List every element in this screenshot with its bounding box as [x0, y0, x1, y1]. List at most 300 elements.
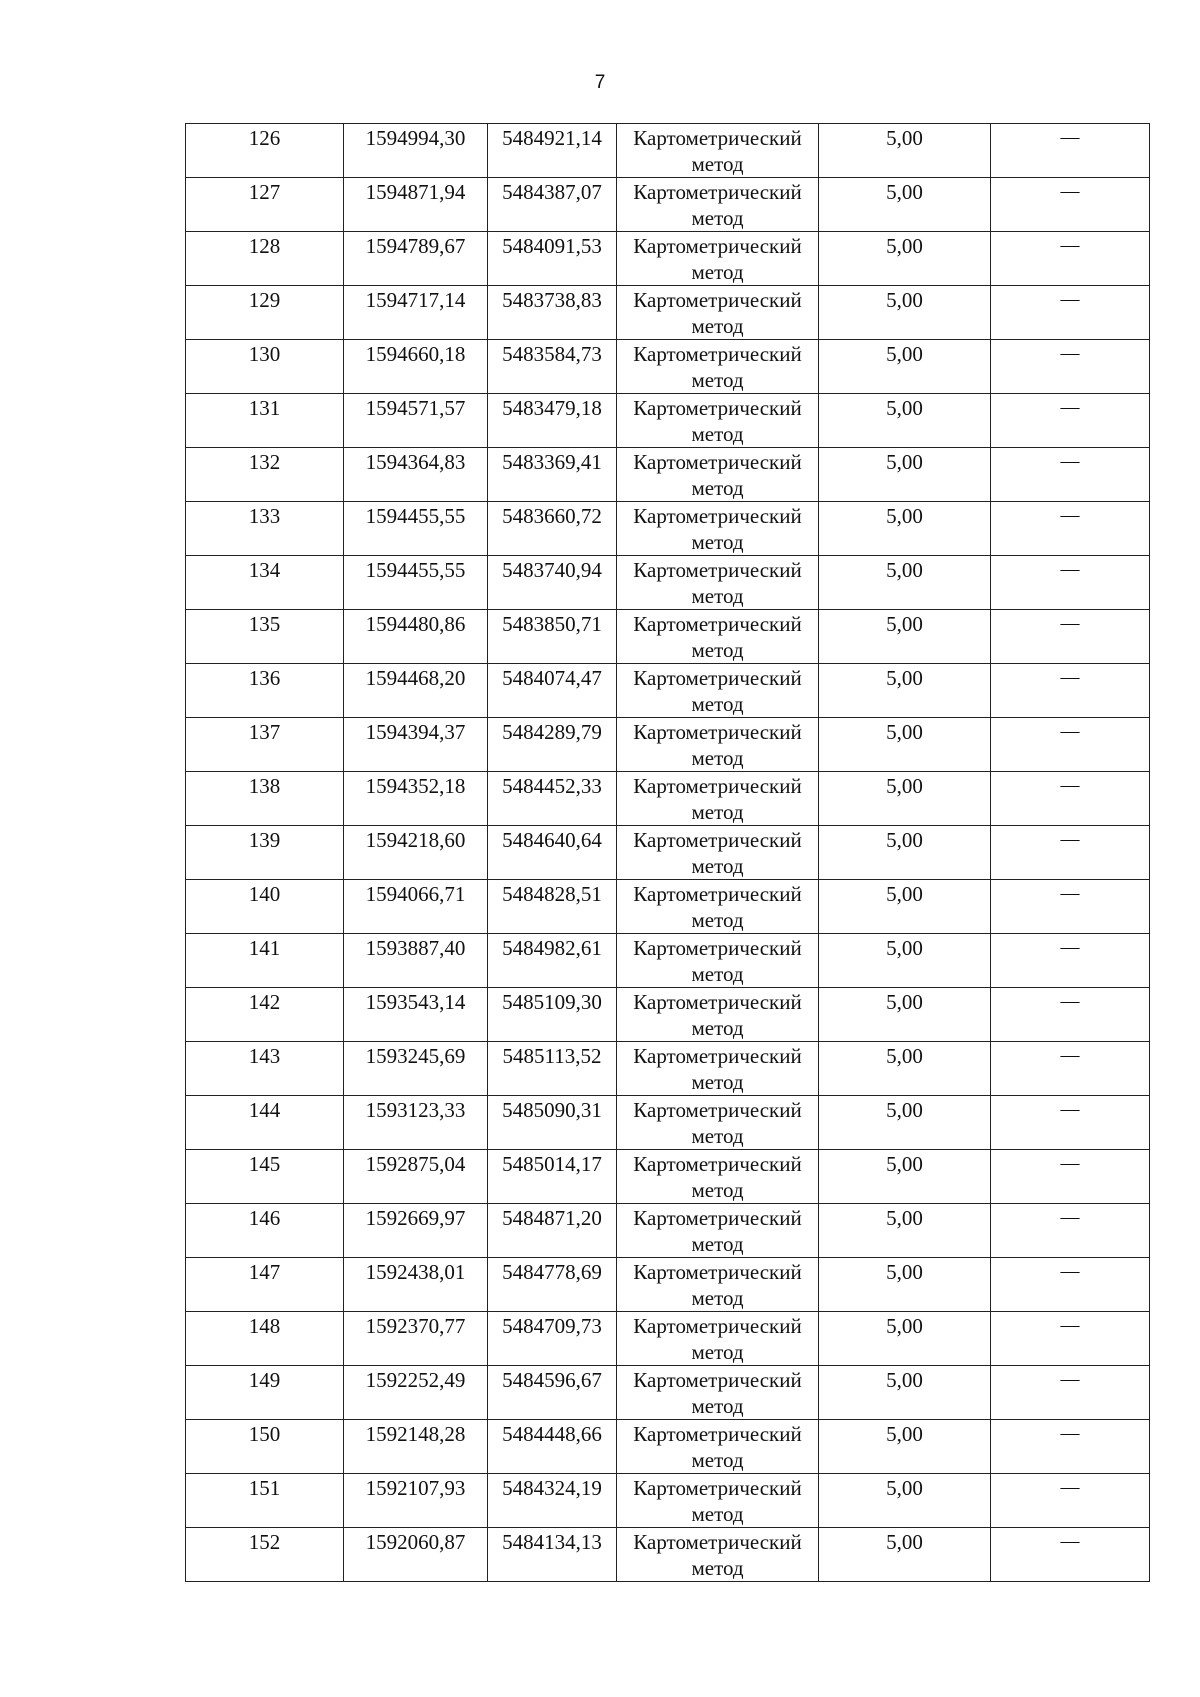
accuracy-cell-text: 5,00 — [886, 1206, 923, 1230]
note-cell — [991, 718, 1150, 772]
point-number-cell — [186, 880, 344, 934]
coordinate-x-cell-text: 1593543,14 — [365, 990, 466, 1014]
accuracy-cell — [819, 988, 991, 1042]
method-cell-text: Картометрический метод — [633, 396, 802, 446]
note-cell — [991, 178, 1150, 232]
accuracy-cell — [819, 502, 991, 556]
coordinate-x-cell — [344, 1096, 488, 1150]
method-cell — [617, 232, 819, 286]
table-row — [186, 1204, 1150, 1258]
point-number-cell-text: 136 — [248, 666, 281, 690]
method-cell — [617, 1204, 819, 1258]
accuracy-cell-text: 5,00 — [886, 504, 923, 528]
coordinate-y-cell — [488, 934, 617, 988]
note-cell-text: — — [1060, 937, 1080, 958]
point-number-cell — [186, 664, 344, 718]
table-row — [186, 1474, 1150, 1528]
point-number-cell — [186, 178, 344, 232]
coordinates-table — [185, 123, 1150, 1582]
coordinate-x-cell-text: 1592107,93 — [365, 1476, 466, 1500]
coordinate-y-cell — [488, 448, 617, 502]
note-cell-text: — — [1060, 1153, 1080, 1174]
table-row — [186, 1420, 1150, 1474]
note-cell-text: — — [1060, 775, 1080, 796]
table-row — [186, 772, 1150, 826]
note-cell — [991, 124, 1150, 178]
coordinate-y-cell-text: 5484596,67 — [502, 1368, 602, 1392]
coordinate-x-cell — [344, 1528, 488, 1582]
accuracy-cell — [819, 340, 991, 394]
method-cell-text: Картометрический метод — [633, 1368, 802, 1418]
note-cell-text: — — [1060, 1261, 1080, 1282]
method-cell — [617, 664, 819, 718]
coordinate-y-cell-text: 5484448,66 — [502, 1422, 602, 1446]
method-cell — [617, 1042, 819, 1096]
accuracy-cell — [819, 664, 991, 718]
coordinate-x-cell — [344, 1420, 488, 1474]
coordinate-y-cell — [488, 1474, 617, 1528]
table-row — [186, 394, 1150, 448]
method-cell — [617, 124, 819, 178]
method-cell-text: Картометрический метод — [633, 612, 802, 662]
point-number-cell-text: 129 — [248, 288, 281, 312]
accuracy-cell — [819, 232, 991, 286]
coordinate-y-cell — [488, 232, 617, 286]
table-row — [186, 178, 1150, 232]
method-cell — [617, 1474, 819, 1528]
method-cell-text: Картометрический метод — [633, 180, 802, 230]
method-cell — [617, 394, 819, 448]
note-cell-text: — — [1060, 613, 1080, 634]
point-number-cell-text: 131 — [248, 396, 281, 420]
coordinate-y-cell — [488, 1150, 617, 1204]
point-number-cell — [186, 556, 344, 610]
method-cell-text: Картометрический метод — [633, 1530, 802, 1580]
coordinate-x-cell — [344, 1474, 488, 1528]
coordinate-x-cell — [344, 178, 488, 232]
coordinate-x-cell-text: 1594789,67 — [365, 234, 466, 258]
note-cell-text: — — [1060, 1099, 1080, 1120]
coordinate-y-cell — [488, 1528, 617, 1582]
coordinate-x-cell-text: 1594571,57 — [365, 396, 466, 420]
point-number-cell-text: 141 — [248, 936, 281, 960]
accuracy-cell-text: 5,00 — [886, 180, 923, 204]
accuracy-cell — [819, 934, 991, 988]
note-cell-text: — — [1060, 559, 1080, 580]
accuracy-cell-text: 5,00 — [886, 1260, 923, 1284]
method-cell-text: Картометрический метод — [633, 558, 802, 608]
coordinate-x-cell-text: 1592148,28 — [365, 1422, 466, 1446]
coordinate-x-cell-text: 1592669,97 — [365, 1206, 466, 1230]
coordinate-x-cell — [344, 610, 488, 664]
accuracy-cell-text: 5,00 — [886, 288, 923, 312]
accuracy-cell — [819, 880, 991, 934]
point-number-cell — [186, 934, 344, 988]
note-cell — [991, 988, 1150, 1042]
coordinate-y-cell-text: 5484778,69 — [502, 1260, 602, 1284]
point-number-cell — [186, 1042, 344, 1096]
note-cell — [991, 610, 1150, 664]
coordinate-y-cell — [488, 988, 617, 1042]
note-cell-text: — — [1060, 235, 1080, 256]
coordinate-x-cell-text: 1594218,60 — [365, 828, 466, 852]
note-cell — [991, 1366, 1150, 1420]
point-number-cell-text: 133 — [248, 504, 281, 528]
point-number-cell — [186, 610, 344, 664]
coordinate-x-cell — [344, 988, 488, 1042]
coordinate-y-cell — [488, 286, 617, 340]
coordinate-x-cell — [344, 556, 488, 610]
coordinate-y-cell — [488, 178, 617, 232]
note-cell — [991, 1258, 1150, 1312]
method-cell — [617, 502, 819, 556]
page-number: 7 — [594, 72, 606, 93]
note-cell — [991, 340, 1150, 394]
coordinate-x-cell — [344, 1258, 488, 1312]
point-number-cell-text: 127 — [248, 180, 281, 204]
coordinate-x-cell — [344, 340, 488, 394]
method-cell-text: Картометрический метод — [633, 1152, 802, 1202]
note-cell — [991, 1150, 1150, 1204]
point-number-cell-text: 149 — [248, 1368, 281, 1392]
method-cell — [617, 1528, 819, 1582]
coordinate-x-cell-text: 1592370,77 — [365, 1314, 466, 1338]
accuracy-cell-text: 5,00 — [886, 990, 923, 1014]
coordinate-x-cell-text: 1594468,20 — [365, 666, 466, 690]
point-number-cell — [186, 1204, 344, 1258]
note-cell — [991, 1420, 1150, 1474]
accuracy-cell-text: 5,00 — [886, 720, 923, 744]
coordinate-y-cell — [488, 664, 617, 718]
note-cell-text: — — [1060, 667, 1080, 688]
coordinate-x-cell — [344, 880, 488, 934]
coordinate-y-cell-text: 5484452,33 — [502, 774, 602, 798]
coordinate-y-cell-text: 5485014,17 — [502, 1152, 602, 1176]
accuracy-cell — [819, 1528, 991, 1582]
point-number-cell-text: 146 — [248, 1206, 281, 1230]
table-row — [186, 934, 1150, 988]
coordinate-y-cell-text: 5484828,51 — [502, 882, 602, 906]
coordinate-y-cell-text: 5483850,71 — [502, 612, 602, 636]
accuracy-cell-text: 5,00 — [886, 1044, 923, 1068]
coordinate-y-cell-text: 5484921,14 — [502, 126, 602, 150]
note-cell — [991, 394, 1150, 448]
method-cell-text: Картометрический метод — [633, 450, 802, 500]
point-number-cell-text: 144 — [248, 1098, 281, 1122]
note-cell — [991, 448, 1150, 502]
table-row — [186, 1096, 1150, 1150]
table-row — [186, 988, 1150, 1042]
accuracy-cell-text: 5,00 — [886, 936, 923, 960]
note-cell-text: — — [1060, 127, 1080, 148]
coordinate-y-cell — [488, 826, 617, 880]
method-cell-text: Картометрический метод — [633, 1476, 802, 1526]
coordinate-y-cell-text: 5483738,83 — [502, 288, 602, 312]
method-cell-text: Картометрический метод — [633, 720, 802, 770]
method-cell-text: Картометрический метод — [633, 126, 802, 176]
coordinate-y-cell — [488, 1312, 617, 1366]
method-cell — [617, 1312, 819, 1366]
note-cell — [991, 1474, 1150, 1528]
coordinate-x-cell — [344, 232, 488, 286]
table-row — [186, 1150, 1150, 1204]
table-row — [186, 556, 1150, 610]
coordinate-y-cell — [488, 772, 617, 826]
method-cell-text: Картометрический метод — [633, 666, 802, 716]
coordinate-x-cell-text: 1592438,01 — [365, 1260, 466, 1284]
accuracy-cell-text: 5,00 — [886, 1368, 923, 1392]
coordinate-x-cell-text: 1592060,87 — [365, 1530, 466, 1554]
method-cell-text: Картометрический метод — [633, 1206, 802, 1256]
coordinate-x-cell — [344, 826, 488, 880]
coordinate-x-cell — [344, 1204, 488, 1258]
coordinate-y-cell-text: 5483369,41 — [502, 450, 602, 474]
coordinate-x-cell-text: 1594871,94 — [365, 180, 466, 204]
accuracy-cell-text: 5,00 — [886, 1530, 923, 1554]
point-number-cell-text: 130 — [248, 342, 281, 366]
point-number-cell — [186, 124, 344, 178]
coordinate-x-cell — [344, 502, 488, 556]
note-cell-text: — — [1060, 721, 1080, 742]
coordinate-y-cell-text: 5484871,20 — [502, 1206, 602, 1230]
point-number-cell-text: 151 — [248, 1476, 281, 1500]
coordinate-y-cell — [488, 1042, 617, 1096]
coordinate-x-cell — [344, 718, 488, 772]
method-cell — [617, 826, 819, 880]
point-number-cell-text: 142 — [248, 990, 281, 1014]
point-number-cell — [186, 232, 344, 286]
coordinate-x-cell-text: 1592252,49 — [365, 1368, 466, 1392]
method-cell — [617, 988, 819, 1042]
note-cell-text: — — [1060, 343, 1080, 364]
method-cell-text: Картометрический метод — [633, 504, 802, 554]
note-cell-text: — — [1060, 829, 1080, 850]
accuracy-cell-text: 5,00 — [886, 666, 923, 690]
coordinate-y-cell-text: 5484074,47 — [502, 666, 602, 690]
coordinate-y-cell — [488, 502, 617, 556]
point-number-cell-text: 139 — [248, 828, 281, 852]
accuracy-cell — [819, 610, 991, 664]
point-number-cell-text: 138 — [248, 774, 281, 798]
point-number-cell-text: 150 — [248, 1422, 281, 1446]
coordinate-y-cell — [488, 1420, 617, 1474]
accuracy-cell — [819, 1474, 991, 1528]
note-cell-text: — — [1060, 1531, 1080, 1552]
accuracy-cell — [819, 286, 991, 340]
coordinate-y-cell-text: 5484640,64 — [502, 828, 602, 852]
coordinate-x-cell — [344, 394, 488, 448]
accuracy-cell-text: 5,00 — [886, 1098, 923, 1122]
coordinate-y-cell — [488, 556, 617, 610]
method-cell-text: Картометрический метод — [633, 1314, 802, 1364]
point-number-cell — [186, 1420, 344, 1474]
method-cell — [617, 178, 819, 232]
coordinate-y-cell-text: 5484324,19 — [502, 1476, 602, 1500]
note-cell-text: — — [1060, 991, 1080, 1012]
note-cell-text: — — [1060, 451, 1080, 472]
coordinate-y-cell-text: 5484134,13 — [502, 1530, 602, 1554]
coordinate-y-cell — [488, 880, 617, 934]
point-number-cell-text: 140 — [248, 882, 281, 906]
accuracy-cell — [819, 1204, 991, 1258]
point-number-cell — [186, 826, 344, 880]
coordinate-y-cell — [488, 1096, 617, 1150]
table-row — [186, 1528, 1150, 1582]
coordinate-y-cell-text: 5485090,31 — [502, 1098, 602, 1122]
accuracy-cell-text: 5,00 — [886, 612, 923, 636]
note-cell — [991, 664, 1150, 718]
coordinate-x-cell — [344, 1366, 488, 1420]
accuracy-cell-text: 5,00 — [886, 126, 923, 150]
note-cell-text: — — [1060, 883, 1080, 904]
table-row — [186, 232, 1150, 286]
point-number-cell-text: 132 — [248, 450, 281, 474]
method-cell-text: Картометрический метод — [633, 1422, 802, 1472]
coordinate-x-cell — [344, 124, 488, 178]
note-cell-text: — — [1060, 397, 1080, 418]
coordinate-x-cell-text: 1593887,40 — [365, 936, 466, 960]
coordinate-x-cell — [344, 772, 488, 826]
method-cell — [617, 340, 819, 394]
accuracy-cell — [819, 1150, 991, 1204]
note-cell — [991, 1312, 1150, 1366]
coordinate-x-cell — [344, 1150, 488, 1204]
point-number-cell-text: 148 — [248, 1314, 281, 1338]
accuracy-cell-text: 5,00 — [886, 1152, 923, 1176]
point-number-cell-text: 128 — [248, 234, 281, 258]
table-row — [186, 340, 1150, 394]
coordinate-y-cell-text: 5483584,73 — [502, 342, 602, 366]
coordinate-y-cell — [488, 1258, 617, 1312]
method-cell-text: Картометрический метод — [633, 288, 802, 338]
method-cell-text: Картометрический метод — [633, 1260, 802, 1310]
method-cell-text: Картометрический метод — [633, 936, 802, 986]
point-number-cell — [186, 1258, 344, 1312]
coordinate-x-cell-text: 1594717,14 — [365, 288, 466, 312]
coordinate-x-cell-text: 1594352,18 — [365, 774, 466, 798]
table-row — [186, 124, 1150, 178]
point-number-cell — [186, 988, 344, 1042]
table-row — [186, 1312, 1150, 1366]
method-cell — [617, 880, 819, 934]
coordinate-y-cell-text: 5484387,07 — [502, 180, 602, 204]
coordinate-y-cell — [488, 1204, 617, 1258]
coordinate-y-cell-text: 5484289,79 — [502, 720, 602, 744]
coordinate-y-cell-text: 5484982,61 — [502, 936, 602, 960]
accuracy-cell-text: 5,00 — [886, 774, 923, 798]
method-cell — [617, 448, 819, 502]
accuracy-cell — [819, 1366, 991, 1420]
table-row — [186, 286, 1150, 340]
accuracy-cell — [819, 772, 991, 826]
method-cell — [617, 1150, 819, 1204]
method-cell-text: Картометрический метод — [633, 828, 802, 878]
method-cell-text: Картометрический метод — [633, 342, 802, 392]
note-cell-text: — — [1060, 289, 1080, 310]
coordinate-y-cell — [488, 1366, 617, 1420]
coordinate-x-cell-text: 1593123,33 — [365, 1098, 466, 1122]
table-row — [186, 1366, 1150, 1420]
table-row — [186, 502, 1150, 556]
coordinate-y-cell — [488, 124, 617, 178]
note-cell — [991, 826, 1150, 880]
note-cell-text: — — [1060, 1477, 1080, 1498]
accuracy-cell — [819, 556, 991, 610]
method-cell-text: Картометрический метод — [633, 234, 802, 284]
method-cell — [617, 1258, 819, 1312]
point-number-cell-text: 135 — [248, 612, 281, 636]
coordinate-x-cell — [344, 664, 488, 718]
point-number-cell — [186, 772, 344, 826]
accuracy-cell-text: 5,00 — [886, 1476, 923, 1500]
coordinate-x-cell-text: 1594660,18 — [365, 342, 466, 366]
accuracy-cell-text: 5,00 — [886, 882, 923, 906]
accuracy-cell-text: 5,00 — [886, 450, 923, 474]
method-cell — [617, 556, 819, 610]
point-number-cell-text: 126 — [248, 126, 281, 150]
coordinate-x-cell-text: 1593245,69 — [365, 1044, 466, 1068]
note-cell — [991, 934, 1150, 988]
note-cell — [991, 286, 1150, 340]
accuracy-cell-text: 5,00 — [886, 558, 923, 582]
coordinate-y-cell — [488, 610, 617, 664]
method-cell-text: Картометрический метод — [633, 774, 802, 824]
table-row — [186, 664, 1150, 718]
accuracy-cell-text: 5,00 — [886, 342, 923, 366]
coordinate-y-cell-text: 5484709,73 — [502, 1314, 602, 1338]
coordinate-y-cell — [488, 718, 617, 772]
coordinate-y-cell-text: 5483740,94 — [502, 558, 602, 582]
method-cell — [617, 1366, 819, 1420]
method-cell — [617, 934, 819, 988]
method-cell — [617, 772, 819, 826]
coordinates-table-body — [186, 124, 1150, 1582]
coordinate-x-cell-text: 1594066,71 — [365, 882, 466, 906]
accuracy-cell — [819, 178, 991, 232]
coordinate-x-cell — [344, 448, 488, 502]
method-cell-text: Картометрический метод — [633, 882, 802, 932]
note-cell-text: — — [1060, 1315, 1080, 1336]
method-cell — [617, 286, 819, 340]
method-cell — [617, 610, 819, 664]
coordinate-x-cell-text: 1594455,55 — [365, 558, 466, 582]
table-row — [186, 880, 1150, 934]
accuracy-cell — [819, 1096, 991, 1150]
coordinate-x-cell-text: 1594394,37 — [365, 720, 466, 744]
note-cell-text: — — [1060, 1423, 1080, 1444]
table-row — [186, 1258, 1150, 1312]
accuracy-cell — [819, 1420, 991, 1474]
point-number-cell-text: 134 — [248, 558, 281, 582]
accuracy-cell-text: 5,00 — [886, 1422, 923, 1446]
accuracy-cell — [819, 448, 991, 502]
note-cell-text: — — [1060, 1207, 1080, 1228]
table-row — [186, 1042, 1150, 1096]
accuracy-cell — [819, 1312, 991, 1366]
point-number-cell — [186, 1150, 344, 1204]
coordinate-y-cell-text: 5484091,53 — [502, 234, 602, 258]
point-number-cell-text: 147 — [248, 1260, 281, 1284]
table-row — [186, 826, 1150, 880]
note-cell-text: — — [1060, 181, 1080, 202]
point-number-cell — [186, 502, 344, 556]
coordinate-x-cell — [344, 934, 488, 988]
note-cell — [991, 556, 1150, 610]
point-number-cell — [186, 1312, 344, 1366]
note-cell — [991, 772, 1150, 826]
point-number-cell — [186, 394, 344, 448]
point-number-cell-text: 152 — [248, 1530, 281, 1554]
